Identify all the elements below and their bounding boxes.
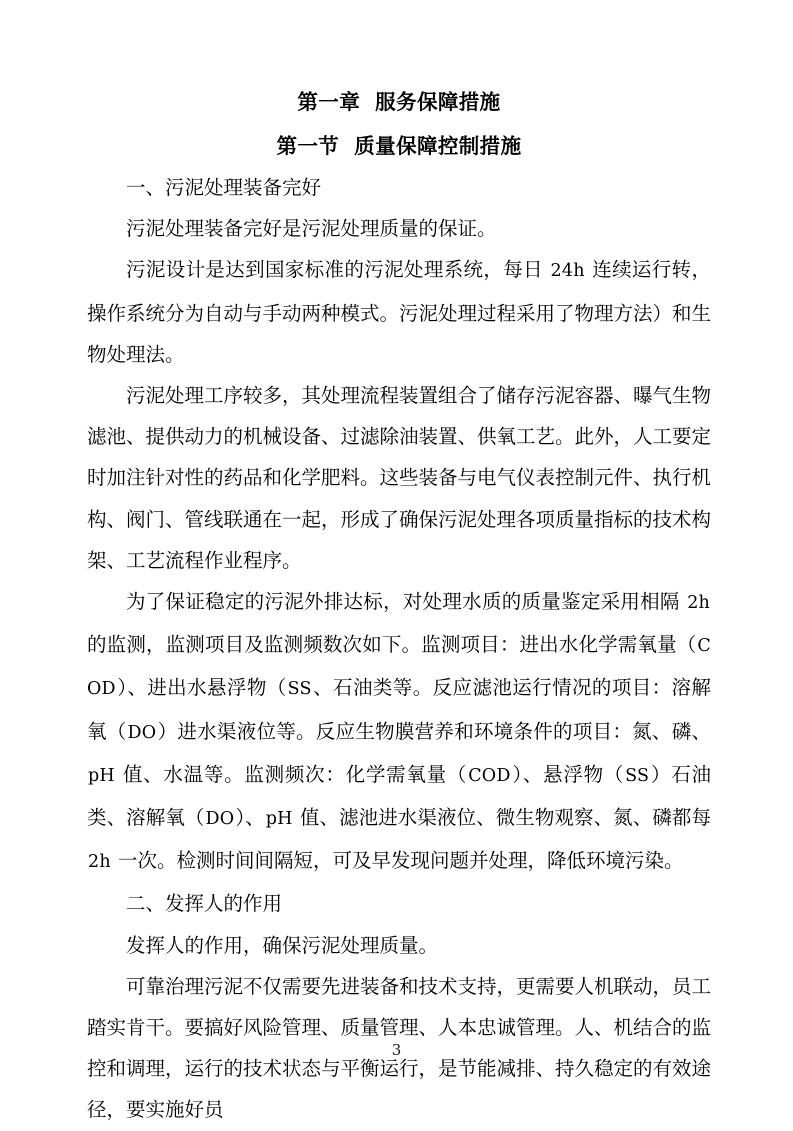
people-paragraph: 可靠治理污泥不仅需要先进装备和技术支持，更需要人机联动，员工踏实肯干。要搞好风险管理、质量管理、人本忠诚管理。人、机结合的监控和调理，运行的技术状态与平衡运行，是节能减排、持久稳定的有效途径，要实施好员 [87,974,712,1122]
page-number: 3 [391,1041,402,1059]
item-1-lead-paragraph: 污泥处理装备完好是污泥处理质量的保证。 [126,217,497,241]
item-1-title: 一、污泥处理装备完好 [126,176,322,199]
chapter-heading: 第一章 服务保障措施 [297,90,501,114]
item-2-lead-paragraph: 发挥人的作用，确保污泥处理质量。 [126,933,439,957]
section-heading: 第一节 质量保障控制措施 [276,134,522,158]
item-2-title: 二、发挥人的作用 [126,892,283,916]
process-paragraph: 污泥处理工序较多，其处理流程装置组合了储存污泥容器、曝气生物滤池、提供动力的机械设备、过滤除油装置、供氧工艺。此外，人工要定时加注针对性的药品和化学肥料。这些装备与电气仪表控制元件、执行机构、阀门、管线联通在一起，形成了确保污泥处理各项质量指标的技术构架、工艺流程作业程序。 [87,384,712,572]
design-paragraph: 污泥设计是达到国家标准的污泥处理系统，每日 24h 连续运行转，操作系统分为自动与手动两种模式。污泥处理过程采用了物理方法）和生物处理法。 [87,258,712,366]
document-body [87,72,711,1131]
monitoring-paragraph: 为了保证稳定的污泥外排达标，对处理水质的质量鉴定采用相隔 2h 的监测，监测项目及监测频数次如下。监测项目：进出水化学需氧量（COD）、进出水悬浮物（SS、石油类等。反应滤池运行情况的项目：溶解氧（DO）进水渠液位等。反应生物膜营养和环境条件的项目：氮、磷、pH 值、水温等。监测频次：化学需氧量（COD）、悬浮物（SS）石油类、溶解氧（DO）、pH 值、滤池进水渠液位、微生物观察、氮、磷都每 2h 一次。检测时间间隔短，可及早发现问题并处理，降低环境污染。 [87,590,711,873]
